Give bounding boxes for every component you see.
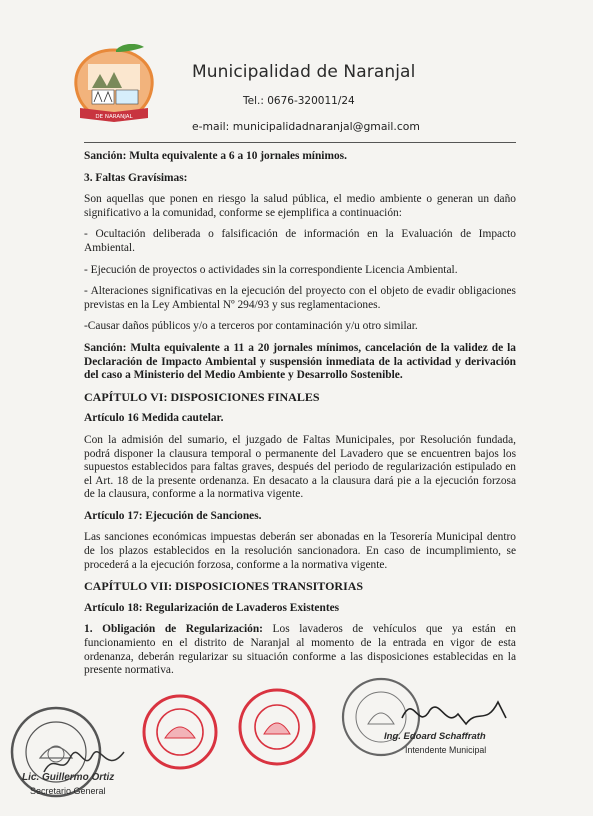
list-item: - Ocultación deliberada o falsificación de información en la Evaluación de Impacto Ambiental.: [84, 228, 516, 254]
signature-right: [396, 688, 516, 736]
chapter-heading: CAPÍTULO VI: DISPOSICIONES FINALES: [84, 389, 320, 404]
signature-right-title: Intendente Municipal: [405, 745, 487, 755]
signature-left-title: Secretario General: [30, 786, 106, 796]
sanction-paragraph: Sanción: Multa equivalente a 6 a 10 jornales mínimos.: [84, 150, 347, 162]
sanction-paragraph: Sanción: Multa equivalente a 11 a 20 jornales mínimos, cancelación de la validez de la Declaración de Impacto Ambiental y suspensión inmediata de la actividad y derivación del caso a Ministerio del Medio Ambiente y Desarrollo Sostenible.: [84, 341, 516, 382]
list-item: - Ejecución de proyectos o actividades sin la correspondiente Licencia Ambiental.: [84, 263, 458, 276]
stamp-municipality-red: [135, 692, 225, 772]
article-body: Los lavaderos de vehículos que ya están en funcionamiento en el distrito de Naranjal al momento de la entrada en vigor de esta ordenanza, deberán regularizar su situación conforme a las disposiciones establecidas en la presente normativa.: [84, 623, 516, 677]
logo-banner-text: DE NARANJAL: [95, 114, 133, 120]
signature-right-name: Ing. Edoard Schaffrath: [384, 731, 486, 742]
gravisimas-intro: Son aquellas que ponen en riesgo la salud pública, el medio ambiente o generan un daño significativo a la comunidad, conforme se ejemplifica a continuación:: [84, 193, 516, 219]
section-heading-gravisimas: 3. Faltas Gravísimas:: [84, 171, 188, 184]
phone-number: Tel.: 0676-320011/24: [243, 95, 355, 107]
stamp-junta-municipal: [228, 686, 326, 768]
email-address: e-mail: municipalidadnaranjal@gmail.com: [192, 120, 420, 133]
article-label: 1. Obligación de Regularización:: [84, 623, 263, 636]
article-title: Artículo 18: Regularización de Lavaderos Existentes: [84, 601, 340, 614]
municipality-logo: [70, 44, 158, 128]
article-text: Las sanciones económicas impuestas deberán ser abonadas en la Tesorería Municipal dentro de los plazos establecidos en la resolución sancionadora. En caso de incumplimiento, se procederá a la ejecución forzosa, conforme a la normativa vigente.: [84, 531, 516, 571]
article-title: Artículo 17: Ejecución de Sanciones.: [84, 509, 262, 522]
signature-left-name: Lic. Guillermo Ortiz: [22, 772, 115, 783]
document-body: [84, 150, 516, 686]
list-item: -Causar daños públicos y/o a terceros por contaminación y/u otro similar.: [84, 320, 418, 333]
org-name: Municipalidad de Naranjal: [192, 62, 416, 82]
list-item: - Alteraciones significativas en la ejecución del proyecto con el objeto de evadir obligaciones previstas en la Ley Ambiental Nº 294/93 y sus reglamentaciones.: [84, 285, 516, 311]
article-text: [84, 623, 516, 677]
article-title: Artículo 16 Medida cautelar.: [84, 412, 224, 425]
article-text: Con la admisión del sumario, el juzgado de Faltas Municipales, por Resolución fundada, podrá disponer la clausura temporal o permanente del Lavadero que se encuentren bajos los supuestos establecidos para faltas graves, después del periodo de regularización estipulado en el Art. 18 de la presente ordenanza. En desacato a la clausura dará pie a la ejecución forzosa de la clausura, conforme a la normativa vigente.: [84, 433, 516, 501]
header-divider: [84, 142, 516, 143]
chapter-heading: CAPÍTULO VII: DISPOSICIONES TRANSITORIAS: [84, 579, 364, 594]
